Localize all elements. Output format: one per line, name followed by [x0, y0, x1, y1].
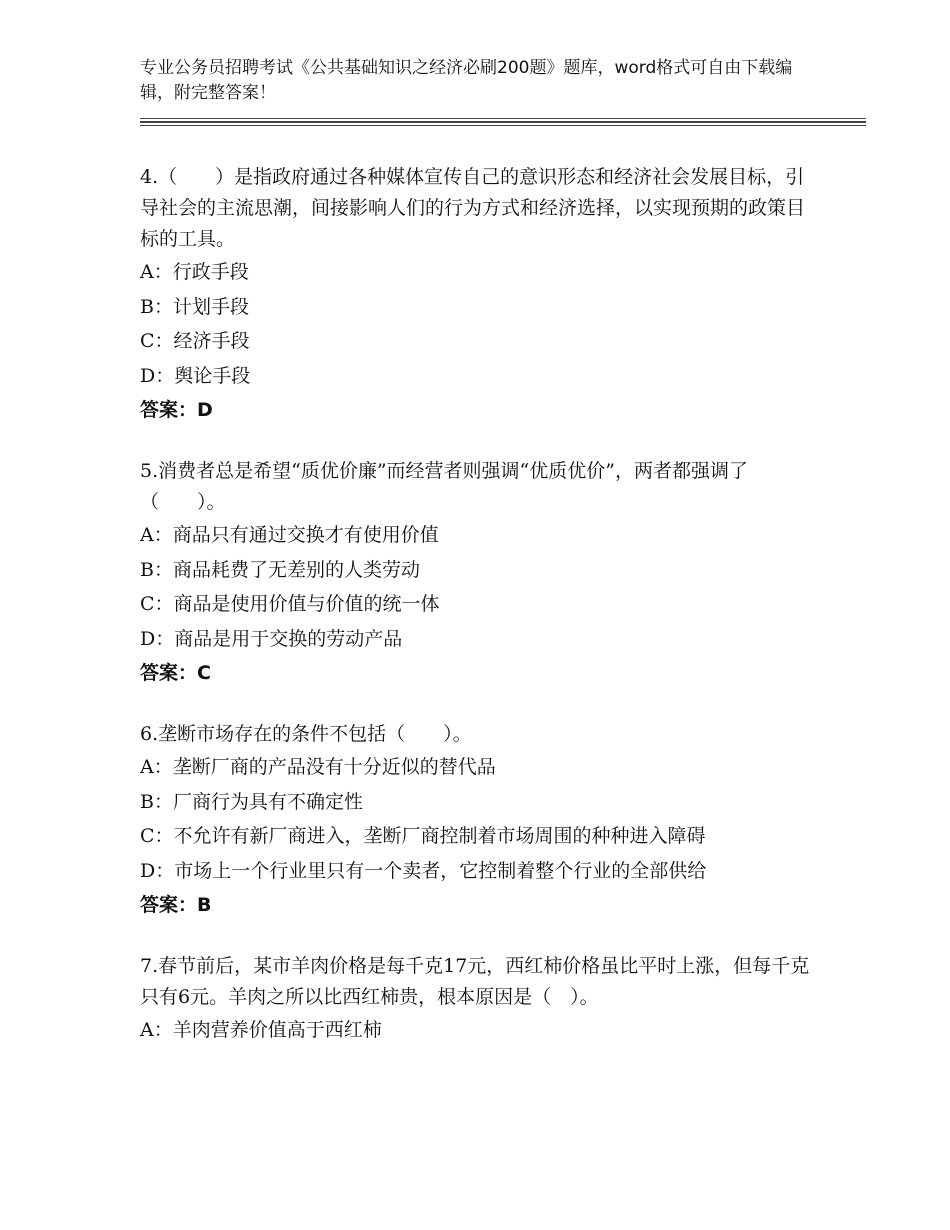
question-7: [140, 951, 820, 1048]
document-header: [140, 56, 820, 106]
question-stem: 4.（ ）是指政府通过各种媒体宣传自己的意识形态和经济社会发展目标，引导社会的主流思潮，间接影响人们的行为方式和经济选择，以实现预期的政策目标的工具。: [140, 166, 806, 250]
option-a: A：商品只有通过交换才有使用价值: [140, 524, 439, 546]
question-stem: 7.春节前后，某市羊肉价格是每千克17元，西红柿价格虽比平时上涨，但每千克只有6元。羊肉之所以比西红柿贵，根本原因是（ ）。: [140, 955, 810, 1008]
question-6: [140, 719, 820, 922]
option-a: A：羊肉营养价值高于西红柿: [140, 1019, 382, 1041]
question-stem: 6.垄断市场存在的条件不包括（ ）。: [140, 723, 472, 745]
option-a: A：行政手段: [140, 261, 249, 283]
question-list: [140, 160, 820, 1077]
option-d: D：商品是用于交换的劳动产品: [140, 627, 403, 650]
question-5: [140, 456, 820, 690]
option-c: C：商品是使用价值与价值的统一体: [140, 593, 440, 615]
header-divider-bottom: [140, 125, 866, 126]
question-4: [140, 162, 820, 427]
question-stem: 5.消费者总是希望“质优价廉”而经营者则强调“优质优价”，两者都强调了（ ）。: [140, 460, 748, 513]
answer-line: 答案：C: [140, 662, 211, 684]
option-b: B：计划手段: [140, 295, 249, 318]
option-b: B：商品耗费了无差别的人类劳动: [140, 558, 420, 581]
header-divider-middle: [140, 121, 866, 123]
answer-line: 答案：D: [140, 399, 213, 421]
option-c: C：不允许有新厂商进入，垄断厂商控制着市场周围的种种进入障碍: [140, 825, 706, 847]
answer-line: 答案：B: [140, 894, 212, 916]
option-a: A：垄断厂商的产品没有十分近似的替代品: [140, 756, 496, 778]
option-b: B：厂商行为具有不确定性: [140, 790, 363, 813]
header-divider-top: [140, 118, 866, 119]
option-d: D：市场上一个行业里只有一个卖者，它控制着整个行业的全部供给: [140, 859, 707, 882]
option-c: C：经济手段: [140, 330, 250, 352]
option-d: D：舆论手段: [140, 364, 251, 387]
header-text: 专业公务员招聘考试《公共基础知识之经济必刷200题》题库，word格式可自由下载编辑，附完整答案！: [140, 58, 793, 103]
